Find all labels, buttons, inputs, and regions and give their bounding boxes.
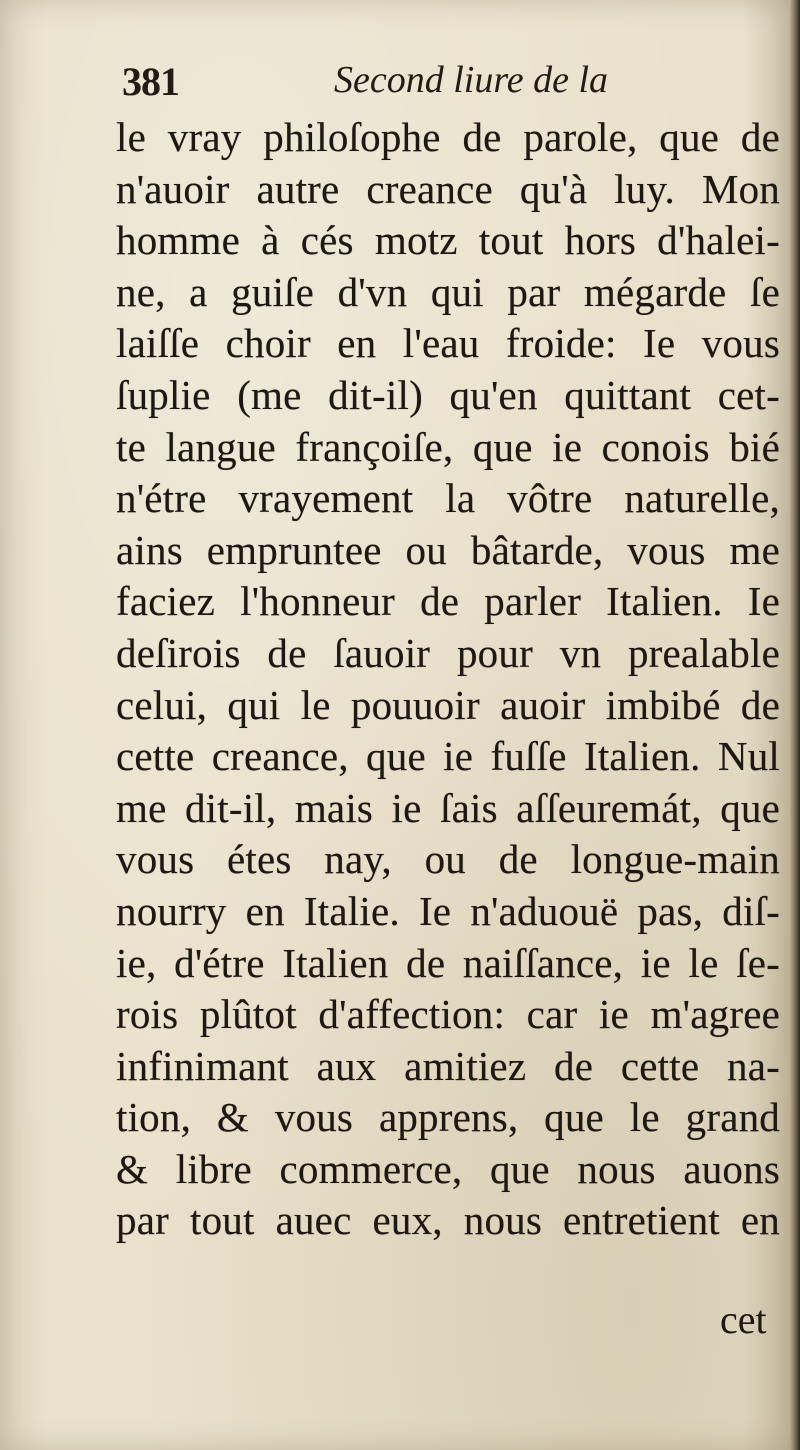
text-line: infinimant aux amitiez de cette na- [116,1042,780,1089]
text-line: te langue françoiſe, que ie conois bié [116,423,780,470]
body-text [116,112,780,1247]
text-line: tion, & vous apprens, que le grand [116,1094,780,1141]
text-line: nourry en Italie. Ie n'aduouë pas, diſ- [116,887,780,934]
text-line: me dit-il, mais ie ſais aſſeuremát, que [116,784,780,831]
text-line: vous étes nay, ou de longue-main [116,836,780,883]
text-line: ſuplie (me dit-il) qu'en quittant cet- [116,371,780,418]
text-line: ie, d'étre Italien de naiſſance, ie le ſe- [116,939,780,986]
running-head [122,58,782,106]
catchword: cet [720,1297,767,1342]
running-title: Second liure de la [334,59,609,101]
text-line: & libre commerce, que nous auons [116,1145,780,1192]
text-line: par tout auec eux, nous entretient en [116,1197,780,1244]
text-line: cette creance, que ie fuſſe Italien. Nul [116,733,780,780]
text-line: le vray philoſophe de parole, que de [116,114,780,160]
text-line: laiſſe choir en l'eau froide: Ie vous [116,320,780,367]
text-line: homme à cés motz tout hors d'halei- [116,217,780,264]
text-line: n'étre vrayement la vôtre naturelle, [116,475,780,522]
page-edge [790,0,800,1450]
page-number: 381 [122,59,179,104]
text-line: ne, a guiſe d'vn qui par mégarde ſe [116,268,780,315]
text-line: ains empruntee ou bâtarde, vous me [116,526,780,573]
text-line: rois plûtot d'affection: car ie m'agree [116,991,780,1038]
text-line: n'auoir autre creance qu'à luy. Mon [116,165,780,212]
text-line: celui, qui le pouuoir auoir imbibé de [116,681,780,728]
text-line: faciez l'honneur de parler Italien. Ie [116,578,780,625]
text-line: deſirois de ſauoir pour vn prealable [116,629,780,676]
